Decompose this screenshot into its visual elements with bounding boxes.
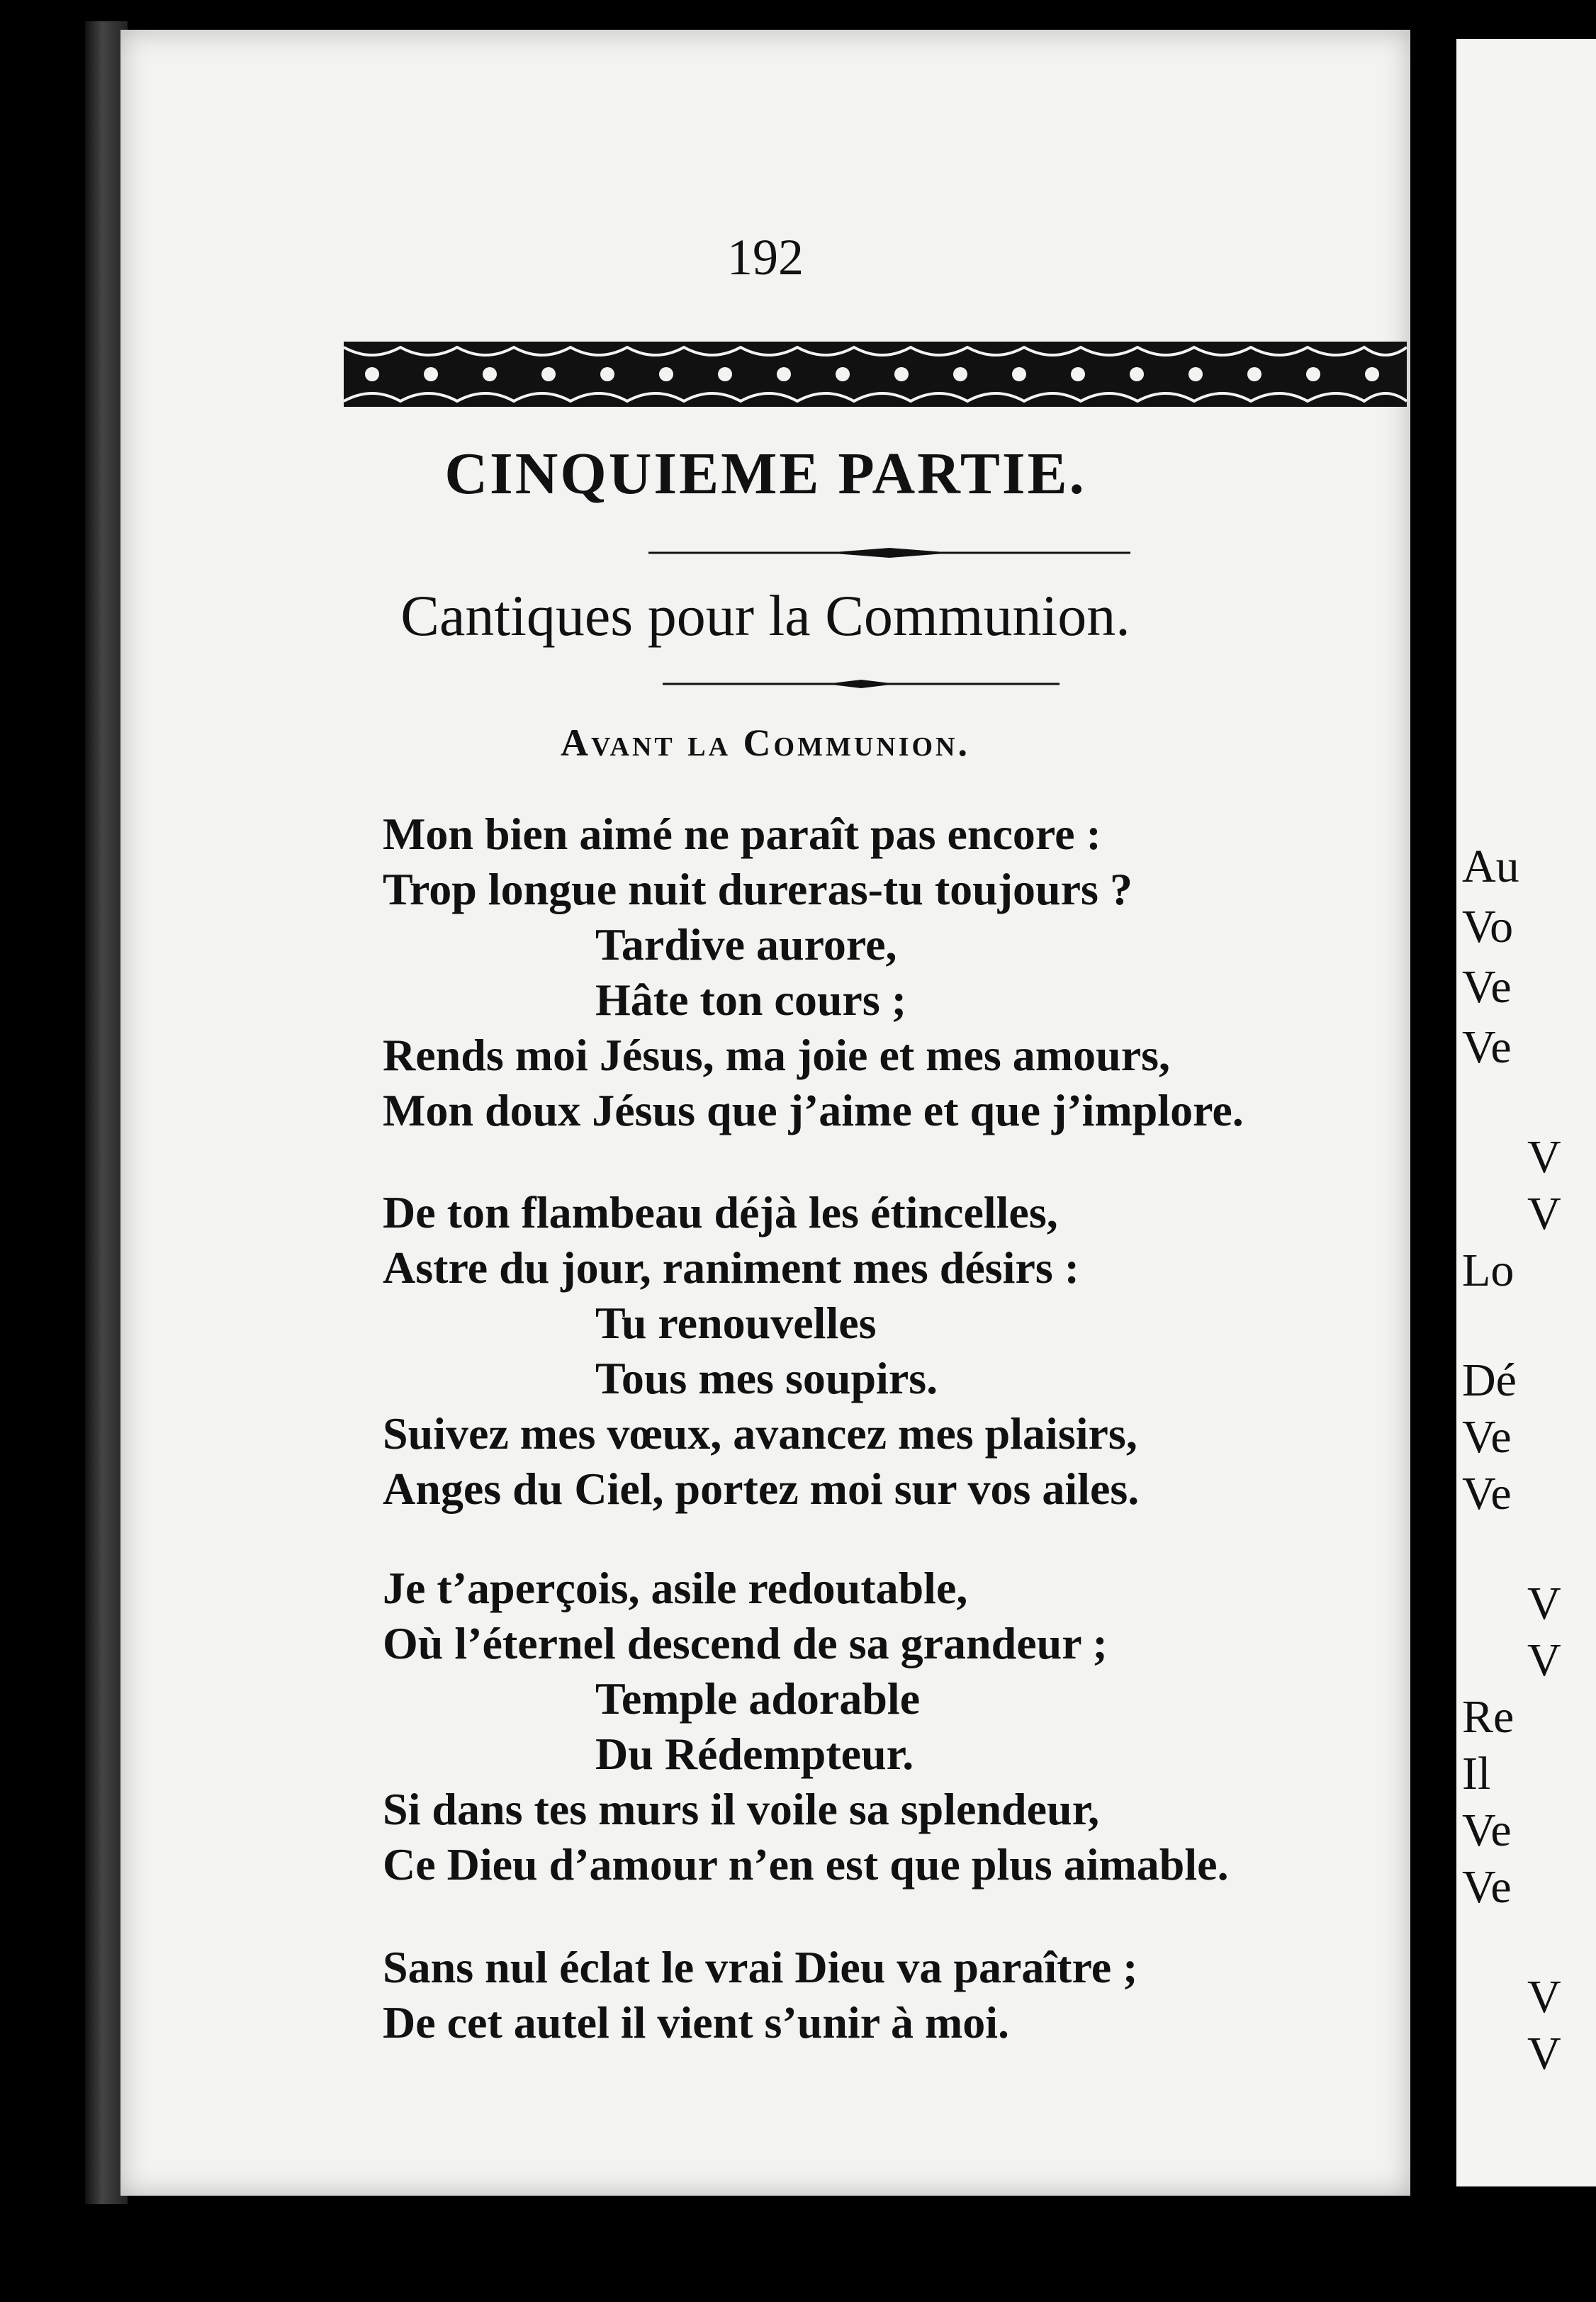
verse-line: Sans nul éclat le vrai Dieu va paraître ; (383, 1942, 1138, 1992)
verse-line: Mon bien aimé ne paraît pas encore : (383, 809, 1101, 859)
next-page-fragment: V (1527, 1131, 1561, 1183)
ornament-band (344, 342, 1407, 407)
verse-line: Si dans tes murs il voile sa splendeur, (383, 1784, 1100, 1834)
section-title: Cantiques pour la Communion. (400, 583, 1130, 648)
stanza (383, 1185, 1139, 1517)
verse-line: De cet autel il vient s’unir à moi. (383, 1997, 1010, 2048)
next-page-fragment: V (1527, 1971, 1561, 2023)
stanza (383, 807, 1244, 1138)
verse-line: Du Rédempteur. (595, 1729, 914, 1779)
next-page-fragment: Re (1462, 1691, 1514, 1743)
stanza (383, 1940, 1137, 2050)
next-page-fragment: Ve (1462, 1021, 1512, 1073)
verse-line: Temple adorable (595, 1673, 921, 1724)
next-page-fragment: Ve (1462, 1468, 1512, 1520)
next-page-fragment: Vo (1462, 901, 1514, 953)
next-page-fragment: V (1527, 1578, 1561, 1629)
next-page-fragment: Ve (1462, 961, 1512, 1013)
next-page-fragment: Lo (1462, 1245, 1514, 1296)
verse-line: Où l’éternel descend de sa grandeur ; (383, 1618, 1108, 1668)
next-page-fragment: Ve (1462, 1861, 1512, 1913)
verse-line: Astre du jour, raniment mes désirs : (383, 1242, 1080, 1293)
verse-line: Hâte ton cours ; (595, 975, 907, 1025)
verse-line: Rends moi Jésus, ma joie et mes amours, (383, 1030, 1170, 1080)
verse-line: Tous mes soupirs. (595, 1353, 938, 1403)
next-page-fragment: V (1527, 2028, 1561, 2079)
page-number: 192 (727, 229, 804, 286)
next-page-fragment: Il (1462, 1748, 1491, 1800)
verse-line: Suivez mes vœux, avancez mes plaisirs, (383, 1408, 1137, 1459)
next-page-fragment: V (1527, 1188, 1561, 1240)
verse-line: Tardive aurore, (595, 919, 897, 970)
next-page-fragment: Ve (1462, 1411, 1512, 1463)
book-page (120, 30, 1410, 2196)
subtitle: Avant la Communion. (560, 722, 971, 764)
verse-line: Anges du Ciel, portez moi sur vos ailes. (383, 1464, 1140, 1514)
next-page-fragment: Ve (1462, 1804, 1512, 1856)
verse-line: Je t’aperçois, asile redoutable, (383, 1563, 968, 1613)
next-page-fragment: Au (1462, 841, 1519, 892)
verse-line: Trop longue nuit dureras-tu toujours ? (383, 864, 1133, 914)
verse-line: Ce Dieu d’amour n’en est que plus aimable. (383, 1839, 1229, 1890)
part-title: CINQUIEME PARTIE. (444, 441, 1086, 507)
divider-rule (648, 546, 1130, 560)
divider-rule (663, 677, 1060, 691)
next-page-fragment: V (1527, 1634, 1561, 1686)
next-page-fragment: Dé (1462, 1354, 1517, 1406)
stanza (383, 1561, 1229, 1892)
next-page-edge (1456, 39, 1596, 2186)
verse-line: Tu renouvelles (595, 1298, 877, 1348)
verse-line: Mon doux Jésus que j’aime et que j’implore. (383, 1085, 1244, 1135)
verse-line: De ton flambeau déjà les étincelles, (383, 1187, 1058, 1237)
